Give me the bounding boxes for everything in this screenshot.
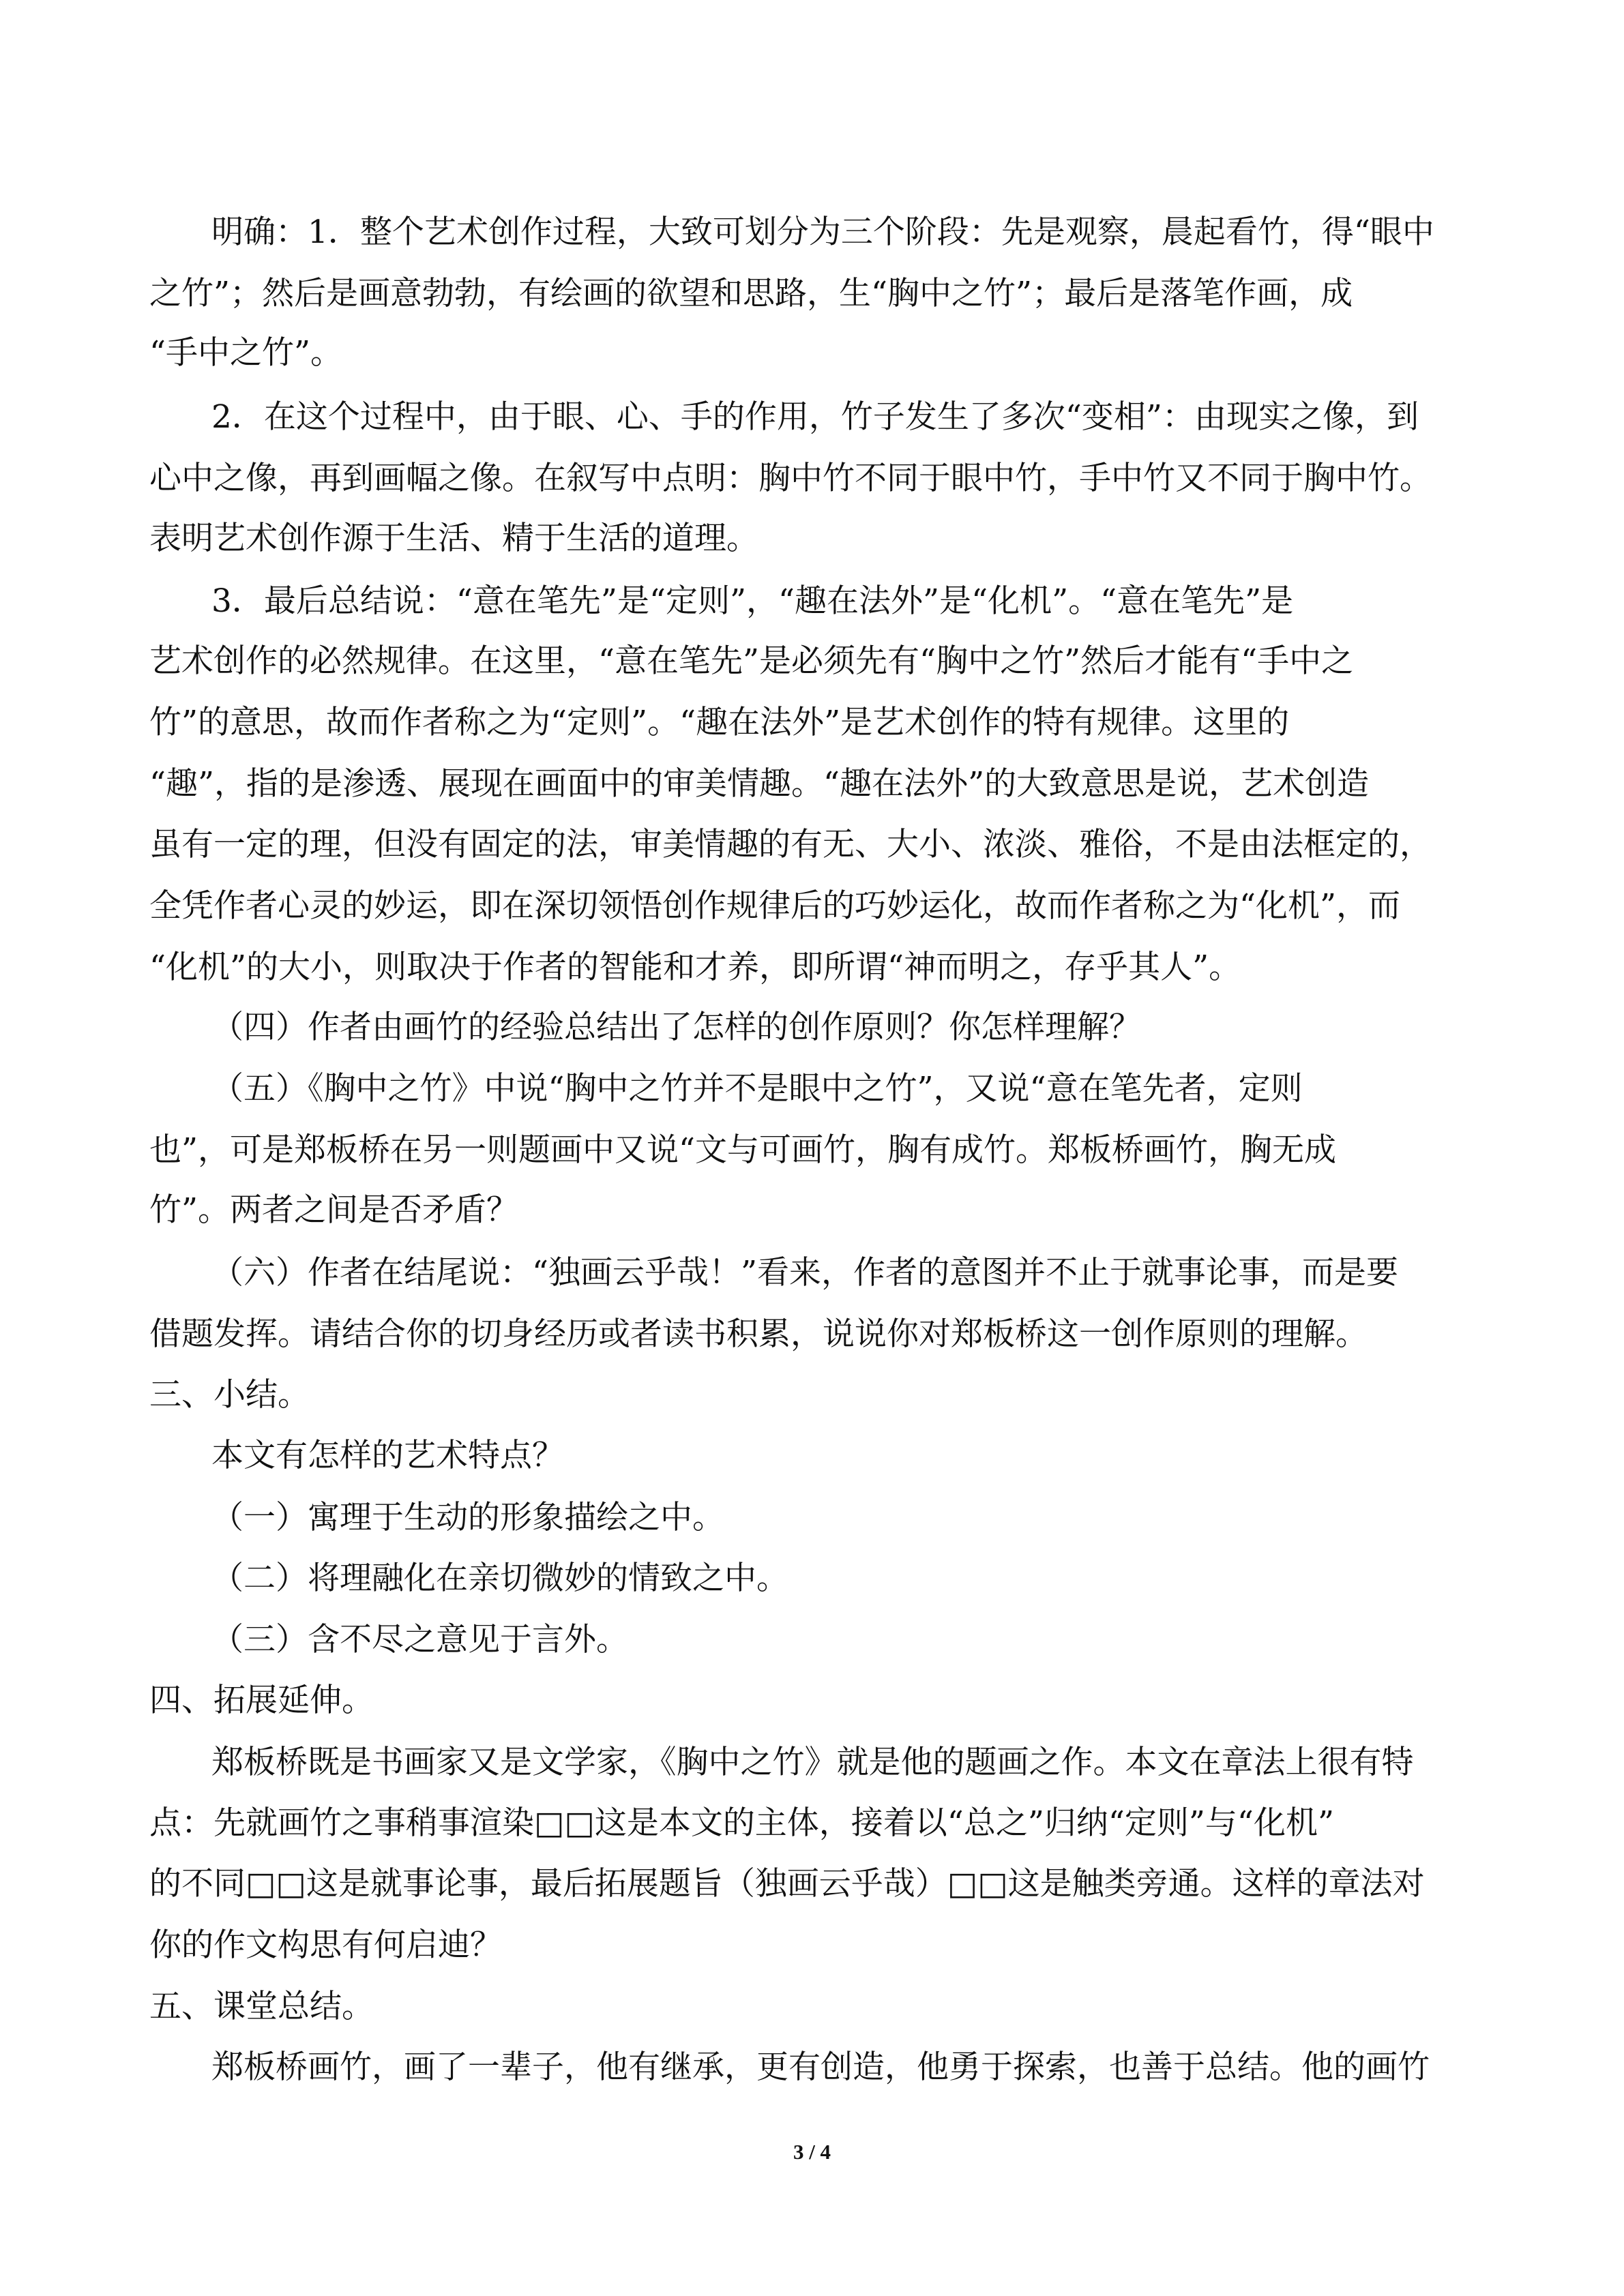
text-line: （二）将理融化在亲切微妙的情致之中。 [211, 1560, 788, 1597]
text-line: 本文有怎样的艺术特点？ [211, 1437, 564, 1474]
text-line: 明确：1．整个艺术创作过程，大致可划分为三个阶段：先是观察，晨起看竹，得“眼中 [211, 213, 1434, 251]
section-heading: 五、课堂总结。 [149, 1988, 374, 2025]
text-line: 点：先就画竹之事稍事渲染□□这是本文的主体，接着以“总之”归纳“定则”与“化机” [149, 1804, 1334, 1842]
text-line: 全凭作者心灵的妙运，即在深切领悟创作规律后的巧妙运化，故而作者称之为“化机”，而 [149, 887, 1401, 925]
text-line: （一）寓理于生动的形象描绘之中。 [211, 1499, 724, 1536]
text-line: 也”，可是郑板桥在另一则题画中又说“文与可画竹，胸有成竹。郑板桥画竹，胸无成 [149, 1131, 1337, 1169]
text-line: 竹”。两者之间是否矛盾？ [149, 1191, 519, 1229]
text-line: 郑板桥画竹，画了一辈子，他有继承，更有创造，他勇于探索，也善于总结。他的画竹 [211, 2048, 1430, 2086]
text-line: 之竹”；然后是画意勃勃，有绘画的欲望和思路，生“胸中之竹”；最后是落笔作画，成 [149, 275, 1353, 312]
text-line: “手中之竹”。 [149, 334, 343, 372]
text-line: （六）作者在结尾说：“独画云乎哉！”看来，作者的意图并不止于就事论事，而是要 [211, 1254, 1399, 1292]
text-line: 借题发挥。请结合你的切身经历或者读书积累，说说你对郑板桥这一创作原则的理解。 [149, 1315, 1368, 1353]
text-line: （五）《胸中之竹》中说“胸中之竹并不是眼中之竹”，又说“意在笔先者，定则 [211, 1070, 1303, 1107]
text-line: 郑板桥既是书画家又是文学家，《胸中之竹》就是他的题画之作。本文在章法上很有特 [211, 1744, 1414, 1781]
text-line: （三）含不尽之意见于言外。 [211, 1621, 628, 1658]
text-line: （四）作者由画竹的经验总结出了怎样的创作原则？你怎样理解？ [211, 1009, 1141, 1046]
text-line: 虽有一定的理，但没有固定的法，审美情趣的有无、大小、浓淡、雅俗，不是由法框定的， [149, 826, 1432, 863]
page-number: 3 / 4 [793, 2140, 831, 2164]
text-line: 3．最后总结说：“意在笔先”是“定则”，“趣在法外”是“化机”。“意在笔先”是 [211, 582, 1294, 620]
text-line: 2．在这个过程中，由于眼、心、手的作用，竹子发生了多次“变相”：由现实之像，到 [211, 398, 1419, 436]
text-line: 艺术创作的必然规律。在这里，“意在笔先”是必须先有“胸中之竹”然后才能有“手中之 [149, 642, 1354, 680]
text-line: 表明艺术创作源于生活、精于生活的道理。 [149, 520, 758, 557]
text-line: 你的作文构思有何启迪？ [149, 1926, 502, 1964]
text-line: “化机”的大小，则取决于作者的智能和才养，即所谓“神而明之，存乎其人”。 [149, 949, 1241, 986]
text-line: 心中之像，再到画幅之像。在叙写中点明：胸中竹不同于眼中竹，手中竹又不同于胸中竹。 [149, 460, 1432, 497]
text-line: 竹”的意思，故而作者称之为“定则”。“趣在法外”是艺术创作的特有规律。这里的 [149, 704, 1290, 741]
section-heading: 四、拓展延伸。 [149, 1682, 374, 1719]
section-heading: 三、小结。 [149, 1376, 310, 1414]
text-line: 的不同□□这是就事论事，最后拓展题旨（独画云乎哉）□□这是触类旁通。这样的章法对 [149, 1865, 1425, 1903]
text-line: “趣”，指的是渗透、展现在画面中的审美情趣。“趣在法外”的大致意思是说，艺术创造 [149, 765, 1370, 803]
